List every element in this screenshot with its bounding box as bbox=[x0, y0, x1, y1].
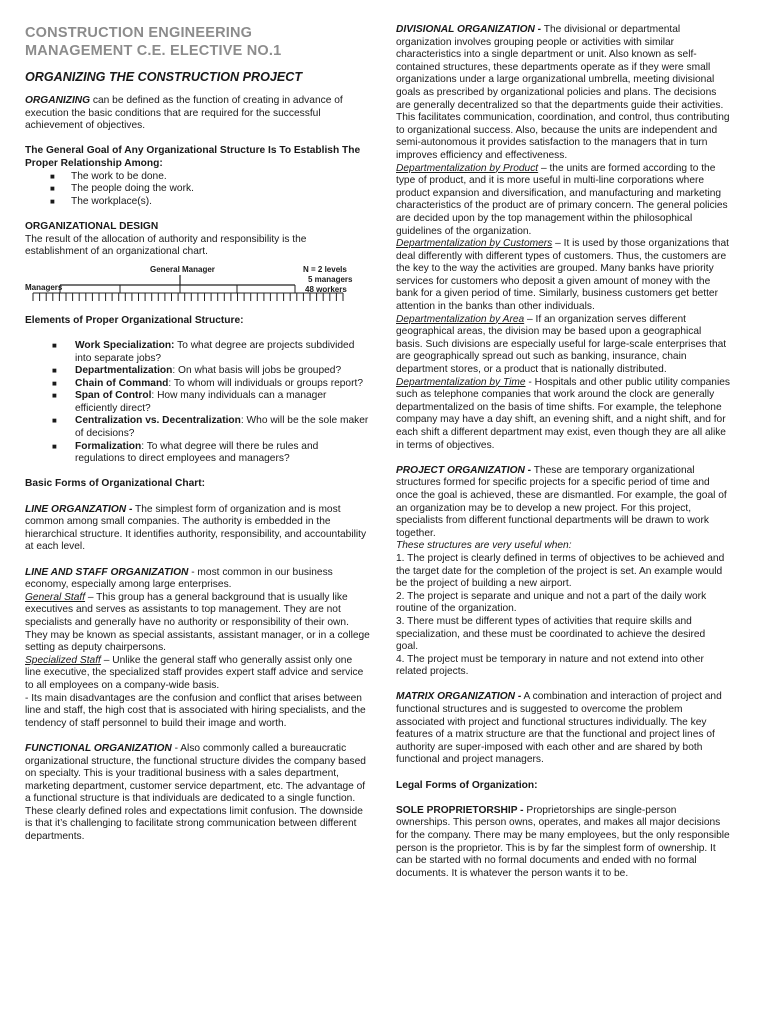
square-bullet-icon: ■ bbox=[52, 416, 57, 426]
stats-levels: N = 2 levels bbox=[303, 264, 347, 274]
list-item: ■ Centralization vs. Decentralization: Who will be the sole maker of decisions? bbox=[52, 415, 369, 440]
stats-workers: 48 workers bbox=[305, 284, 347, 294]
project-useful-when: These structures are very useful when: bbox=[396, 540, 572, 552]
square-bullet-icon: ■ bbox=[52, 366, 57, 376]
functional-paragraph: FUNCTIONAL ORGANIZATION - Also commonly called a bureaucratic organizational structure, the functional structure divides the company based on specialty. This is your traditional business with a sales department, marketing department, customer service department, etc. The advantage of a functional structure is that individuals are dedicated to a single function. These clearly defined roles and expectations limit confusion. The downside is that it’s challenging to facilitate strong communication between different departments. bbox=[25, 742, 366, 843]
document-subtitle: ORGANIZING THE CONSTRUCTION PROJECT bbox=[25, 70, 303, 84]
by-customers-paragraph: Departmentalization by Customers – It is used by those organizations that deal differently with different types of customers. Thus, the customers are the key to the way the activities are grouped. Many banks have priority services for customers who deposit a given amount of money with the bank for a given period of time. Similarly, business customers get better attention in the banks than other individuals. bbox=[396, 238, 729, 313]
basic-forms-heading: Basic Forms of Organizational Chart: bbox=[25, 478, 206, 490]
square-bullet-icon: ■ bbox=[52, 378, 57, 388]
general-staff-paragraph: General Staff – This group has a general background that is usually like executives and serves as assistants to top management. They are not specialists and generally have no authority or responsibility of their own. They may be known as special assistants, assistant manager, or in a college setting as deputy chairpersons. bbox=[25, 591, 370, 654]
title-line-2: MANAGEMENT C.E. ELECTIVE NO.1 bbox=[25, 43, 282, 59]
by-product-paragraph: Departmentalization by Product – the units are formed according to the type of product, and it is more useful in multi-line corporations where product expansion and diversification, and manufacturing and marketing characteristics of the product are of primary concern. The general policies are decided upon by the top management within the philosophical guidelines of the organization. bbox=[396, 162, 728, 237]
list-item: ■ Formalization: To what degree will there be rules and regulations to direct employees and managers? bbox=[52, 440, 319, 465]
project-paragraph: PROJECT ORGANIZATION - These are temporary organizational structures formed for specific projects for a specific period of time and once the goal is achieved, these are dismantled. For example, the goal of an organization may be to develop a new project. For this project, specialists from different functional departments will be drawn to work together. bbox=[396, 464, 727, 539]
design-heading: ORGANIZATIONAL DESIGN bbox=[25, 220, 159, 232]
list-item: ■ Work Specialization: To what degree are projects subdivided into separate jobs? bbox=[52, 339, 355, 364]
square-bullet-icon: ■ bbox=[52, 340, 57, 350]
design-text: The result of the allocation of authority and responsibility is the establishment of an organizational chart. bbox=[25, 233, 307, 258]
right-column bbox=[396, 24, 730, 880]
general-manager-label: General Manager bbox=[150, 264, 215, 274]
goal-heading: The General Goal of Any Organizational Structure Is To Establish The Proper Relationship Among: bbox=[25, 145, 361, 169]
list-item: ■ Span of Control: How many individuals can a manager efficiently direct? bbox=[52, 390, 327, 414]
specialized-staff-paragraph: Specialized Staff – Unlike the general staff who generally assist only one line executive, the specialized staff provides expert staff advice and service to all employees on a company-wide basis. bbox=[25, 654, 364, 691]
organizing-term: ORGANIZING bbox=[25, 95, 91, 106]
managers-label: Managers bbox=[25, 282, 63, 292]
square-bullet-icon: ■ bbox=[52, 391, 57, 401]
list-item: ■ Chain of Command: To whom will individuals or groups report? bbox=[52, 377, 363, 389]
left-column bbox=[25, 24, 370, 844]
project-item-3: 3. There must be different types of activities that require skills and specialization, and these must be coordinated to achieve the desired goal. bbox=[396, 615, 706, 653]
goal-list bbox=[25, 171, 370, 209]
list-item: ■ The people doing the work. bbox=[50, 183, 194, 195]
by-time-paragraph: Departmentalization by Time - Hospitals and other public utility companies such as telephone companies that work around the clock are generally departmentalized on the basis of time shifts. For example, the telephone company may have a day shift, an evening shift, and a night shift, and for each shift a different department may exist, even though they are all alike in terms of objectives. bbox=[396, 376, 730, 451]
list-item: ■ The workplace(s). bbox=[50, 195, 152, 207]
project-item-1: 1. The project is clearly defined in terms of objectives to be achieved and the target date for the completion of the project is set. An example would be the project of building a new airport. bbox=[396, 552, 725, 590]
list-item: ■ The work to be done. bbox=[50, 170, 167, 182]
list-item: ■ Departmentalization: On what basis will jobs be grouped? bbox=[52, 365, 342, 377]
line-staff-paragraph: LINE AND STAFF ORGANIZATION - most common in our business economy, especially among large enterprises. bbox=[25, 566, 333, 591]
by-area-paragraph: Departmentalization by Area – If an organization serves different geographical areas, the division may be based upon a geographical basis. Such divisions are especially useful for large-scale enterprises that are geographically spread out such as banking, insurance, chain department stores, or a product that is nationally distributed. bbox=[396, 313, 727, 376]
elements-heading: Elements of Proper Organizational Structure: bbox=[25, 314, 244, 326]
divisional-paragraph: DIVISIONAL ORGANIZATION - The divisional or departmental organization involves grouping people or activities with similar characteristics into a single department or unit. Also known as self-contained structures, these departments operate as if they were small organizations under a large organizational umbrella, meeting divisional goals as prescribed by organizational policies and plans. The decisions are generally decentralized so that the departments guide their activities. This facilitates communication, coordination, and control, thus contributing to organizational success. Also, because the units are independent and semi-autonomous it provides satisfaction to the managers that in turn improves efficiency and effectiveness. bbox=[396, 24, 730, 161]
organizing-paragraph bbox=[25, 95, 370, 133]
document-title bbox=[25, 24, 370, 60]
square-bullet-icon: ■ bbox=[50, 196, 55, 206]
square-bullet-icon: ■ bbox=[52, 441, 57, 451]
title-line-1: CONSTRUCTION ENGINEERING bbox=[25, 25, 253, 41]
org-chart-figure bbox=[25, 265, 370, 309]
legal-forms-heading: Legal Forms of Organization: bbox=[396, 779, 538, 791]
project-item-2: 2. The project is separate and unique and not a part of the daily work routine of the organization. bbox=[396, 590, 707, 615]
elements-list bbox=[25, 340, 370, 466]
sole-proprietorship-paragraph: SOLE PROPRIETORSHIP - Proprietorships are single-person ownerships. This person owns, operates, and makes all major decisions for the company. There may be many employees, but the only responsible person is the proprietor. This is by far the simplest form of ownership. It can be started with no formal documents and ended with no formal documents. It is whatever the person wants it to be. bbox=[396, 804, 730, 879]
matrix-paragraph: MATRIX ORGANIZATION - A combination and interaction of project and functional structures and is suggested to overcome the problem associated with project and functional structures individually. The key features of a matrix structure are that the functional and project lines of authority are super-imposed with each other and are shared by both functional and project managers. bbox=[396, 691, 722, 766]
square-bullet-icon: ■ bbox=[50, 171, 55, 181]
organizing-text: can be defined as the function of creating in advance of execution the basic conditions that are required for the successful achievement of objectives. bbox=[25, 95, 343, 132]
square-bullet-icon: ■ bbox=[50, 184, 55, 194]
line-org-paragraph: LINE ORGANZATION - The simplest form of organization and is most common among small companies. The authority is embedded in the hierarchical structure. It identifies authority, responsibility, and accountability at each level. bbox=[25, 503, 367, 553]
disadvantages-paragraph: - Its main disadvantages are the confusion and conflict that arises between line and staff, the high cost that is associated with hiring specialists, and the tendency of staff personnel to build their image and worth. bbox=[25, 692, 366, 729]
project-item-4: 4. The project must be temporary in nature and not extend into other related projects. bbox=[396, 653, 704, 678]
stats-managers: 5 managers bbox=[308, 274, 353, 284]
